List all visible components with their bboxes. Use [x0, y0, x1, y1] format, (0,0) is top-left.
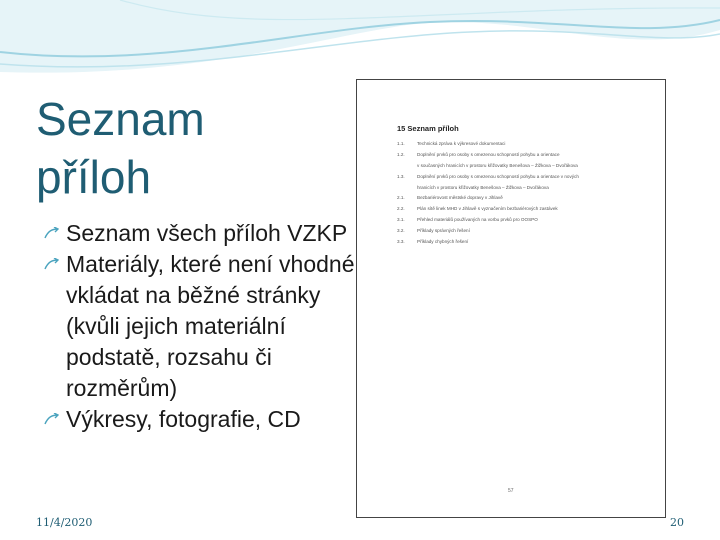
toc-text: v současných hranicích v prostoru křižovatky Benešova – Žižkova – Dvořákova	[417, 162, 578, 168]
bullet-item	[40, 404, 360, 435]
toc-entry	[397, 227, 657, 238]
toc-text: Technická zpráva k výkresové dokumentaci	[417, 141, 506, 146]
toc-number: 1.2.	[397, 151, 405, 157]
slide-title	[36, 90, 336, 206]
document-toc	[397, 140, 657, 249]
document-page-number: 57	[508, 488, 514, 494]
title-line-2: příloh	[36, 151, 152, 203]
toc-entry	[397, 140, 657, 151]
toc-text: Bezbariérovost městské dopravy v Jihlavě	[417, 195, 503, 201]
bullet-text: Seznam všech příloh VZKP	[66, 220, 348, 246]
toc-entry	[397, 184, 657, 195]
bullet-text: Výkresy, fotografie, CD	[66, 406, 301, 432]
toc-text: Přehled materiálů používaných na vorbu prvků pro OOSPO	[417, 217, 538, 223]
toc-number: 2.2.	[397, 206, 405, 212]
toc-number: 3.2.	[397, 228, 405, 234]
toc-entry	[397, 205, 657, 216]
bullet-item	[40, 249, 360, 404]
toc-number: 1.1.	[397, 141, 405, 146]
toc-entry	[397, 151, 657, 162]
slide-number: 20	[670, 516, 684, 529]
toc-text: Plán sítě linek MHD v Jihlavě s vyznačením bezbariérových zastávek	[417, 206, 558, 212]
toc-entry	[397, 162, 657, 173]
toc-entry	[397, 216, 657, 227]
document-heading: 15 Seznam příloh	[397, 124, 459, 133]
footer-date: 11/4/2020	[36, 516, 93, 529]
toc-entry	[397, 194, 657, 205]
toc-entry	[397, 173, 657, 184]
bullet-arrow-icon	[44, 413, 59, 425]
toc-text: hranicích v prostoru křižovatky Benešova – Žižkova – Dvořákova	[417, 184, 549, 190]
decorative-waves	[0, 0, 720, 80]
toc-entry	[397, 238, 657, 249]
bullet-list	[40, 218, 360, 435]
bullet-arrow-icon	[44, 258, 59, 270]
toc-text: Doplnění prvků pro osoby s omezenou schopností pohybu a orientace	[417, 151, 560, 157]
toc-number: 2.1.	[397, 195, 405, 201]
bullet-arrow-icon	[44, 227, 59, 239]
bullet-item	[40, 218, 360, 249]
toc-number: 3.3.	[397, 239, 405, 245]
toc-number: 1.3.	[397, 173, 405, 179]
toc-text: Příklady chybných řešení	[417, 239, 469, 245]
document-page-image	[356, 79, 666, 518]
toc-text: Doplnění prvků pro osoby s omezenou schopností pohybu a orientace v nových	[417, 173, 579, 179]
bullet-text: Materiály, které není vhodné vkládat na běžné stránky (kvůli jejich materiální podstatě, rozsahu či rozměrům)	[66, 251, 355, 401]
toc-number: 3.1.	[397, 217, 405, 223]
toc-text: Příklady správných řešení	[417, 228, 470, 234]
title-line-1: Seznam	[36, 93, 205, 145]
